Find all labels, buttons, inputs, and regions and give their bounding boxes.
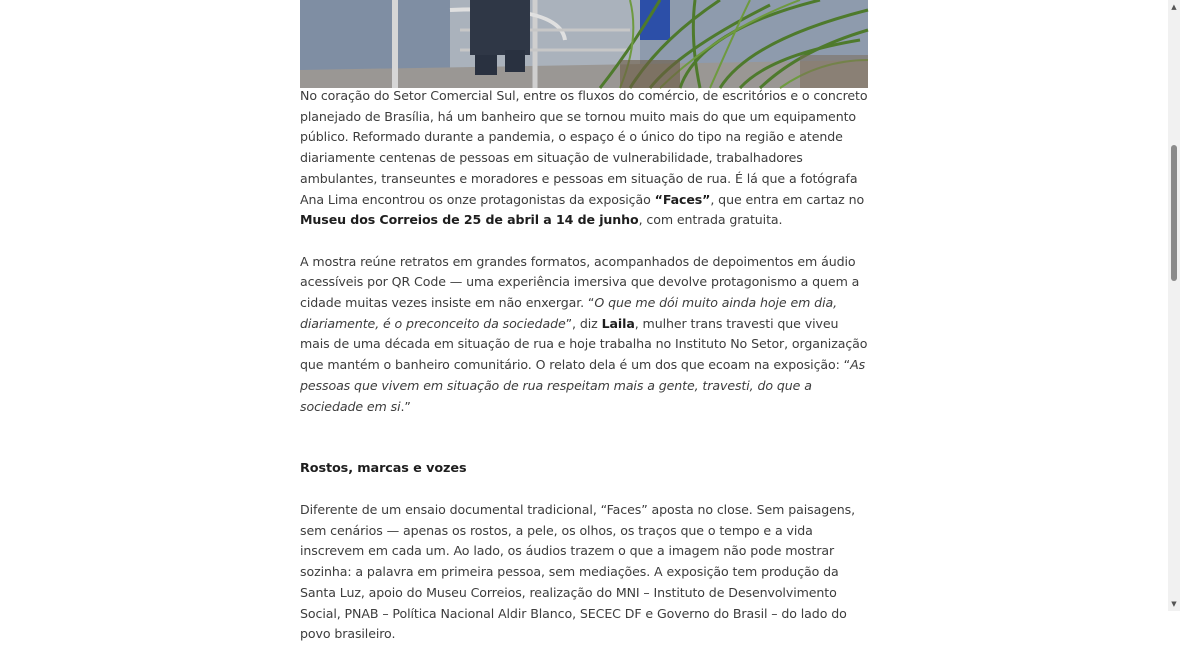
quote: O que me dói muito ainda hoje em dia, diariamente, é o preconceito da sociedade xyxy=(300,295,838,331)
text: , que entra em cartaz no xyxy=(710,191,865,207)
hero-photo xyxy=(300,0,868,88)
exhibition-name: “Faces” xyxy=(654,191,711,207)
scroll-up-arrow-icon[interactable]: ▲ xyxy=(1171,3,1177,11)
text: , mulher trans travesti que viveu mais de uma década em situação de rua e hoje trabalha no Instituto No Setor, organização que mantém o banheiro comunitário. O relato dela é um dos que ecoam na exposição: “ xyxy=(300,315,868,373)
scroll-thumb[interactable] xyxy=(1171,145,1177,281)
text: No coração do Setor Comercial Sul, entre os fluxos do comércio, de escritórios e o concreto planejado de Brasília, há um banheiro que se tornou muito mais do que um equipamento público. Reformado durante a pandemia, o espaço é o único do tipo na região e atende diariamente centenas de pessoas em situação de vulnerabilidade, trabalhadores ambulantes, transeuntes e moradores e pessoas em situação de rua. É lá que a fotógrafa Ana Lima encontrou os onze protagonistas da exposição xyxy=(300,88,868,207)
paragraph-intro xyxy=(300,86,868,231)
section-heading: Rostos, marcas e vozes xyxy=(300,460,467,476)
exhibition-venue-dates: Museu dos Correios de 25 de abril a 14 de junho xyxy=(300,212,639,228)
article-body xyxy=(300,86,868,666)
text: .” xyxy=(400,398,411,414)
paragraph-faces: Diferente de um ensaio documental tradicional, “Faces” aposta no close. Sem paisagens, sem cenários — apenas os rostos, a pele, os olhos, os traços que o tempo e a vida inscrevem em cada um. Ao lado, os áudios trazem o que a imagem não pode mostrar sozinha: a palavra em primeira pessoa, sem mediações. A exposição tem produção da Santa Luz, apoio do Museu Correios, realização do MNI – Instituto de Desenvolvimento Social, PNAB – Política Nacional Aldir Blanco, SECEC DF e Governo do Brasil – do lado do povo brasileiro. xyxy=(300,502,855,642)
spacer xyxy=(300,438,868,459)
text: A mostra reúne retratos em grandes formatos, acompanhados de depoimentos em áudio acessíveis por QR Code — uma experiência imersiva que devolve protagonismo a quem a cidade muitas vezes insiste em não enxergar. “ xyxy=(300,253,860,311)
scroll-down-arrow-icon[interactable]: ▼ xyxy=(1171,600,1177,608)
quote: As pessoas que vivem em situação de rua respeitam mais a gente, travesti, do que a sociedade em si xyxy=(300,357,866,414)
paragraph-description xyxy=(300,252,868,418)
vertical-scrollbar[interactable] xyxy=(1168,0,1180,611)
person-name: Laila xyxy=(601,315,635,331)
text: , com entrada gratuita. xyxy=(638,212,783,228)
text: ”, diz xyxy=(565,315,602,331)
hero-photo-image xyxy=(300,0,868,88)
